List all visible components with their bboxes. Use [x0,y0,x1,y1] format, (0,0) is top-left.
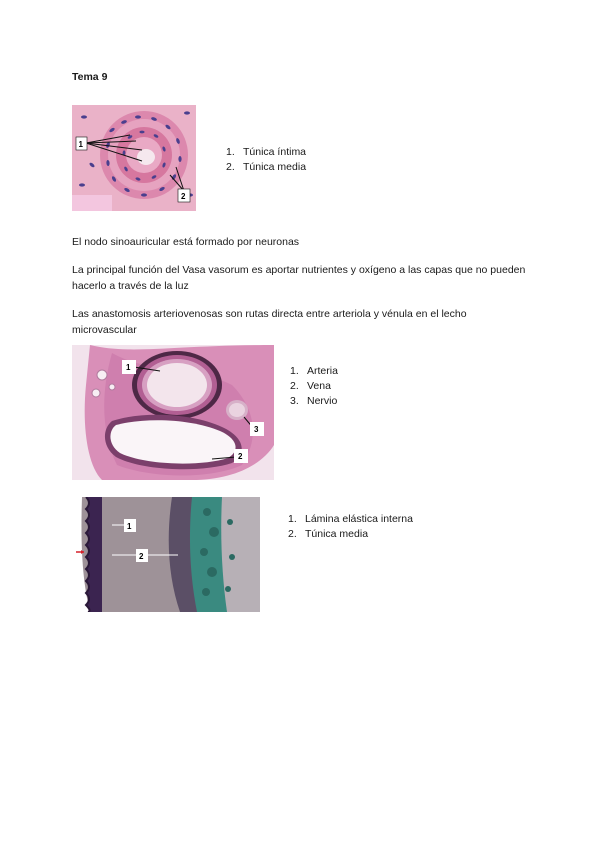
list-item: 3. Nervio [290,395,338,407]
list-item: 2. Túnica media [288,528,369,540]
figure-1-legend [226,145,306,175]
list-item: 2. Túnica media [226,161,307,173]
figure-label-1: 1 [78,140,83,149]
figure-label-1: 1 [127,522,132,531]
list-item: 1. Arteria [290,365,338,377]
list-item: 2. Vena [290,380,331,392]
page-title: Tema 9 [72,71,108,83]
figure-3-legend [288,512,413,542]
paragraph-3: Las anastomosis arteriovenosas son rutas directa entre arteriola y vénula en el lecho microvascular [72,308,467,336]
paragraph-2: La principal función del Vasa vasorum es aportar nutrientes y oxígeno a las capas que no pueden hacerlo a través de la luz [72,264,526,292]
figure-label-2: 2 [181,192,186,201]
figure-label-3: 3 [254,425,259,434]
paragraph-1: El nodo sinoauricular está formado por neuronas [72,236,300,248]
histology-image-artery-wall [72,497,260,612]
figure-label-1: 1 [126,363,131,372]
histology-image-artery-small [72,105,196,211]
figure-2-legend [290,364,338,409]
list-item: 1. Lámina elástica interna [288,513,413,525]
figure-label-2: 2 [139,552,144,561]
list-item: 1. Túnica íntima [226,146,307,158]
histology-image-neurovascular-bundle [72,345,274,480]
figure-label-2: 2 [238,452,243,461]
